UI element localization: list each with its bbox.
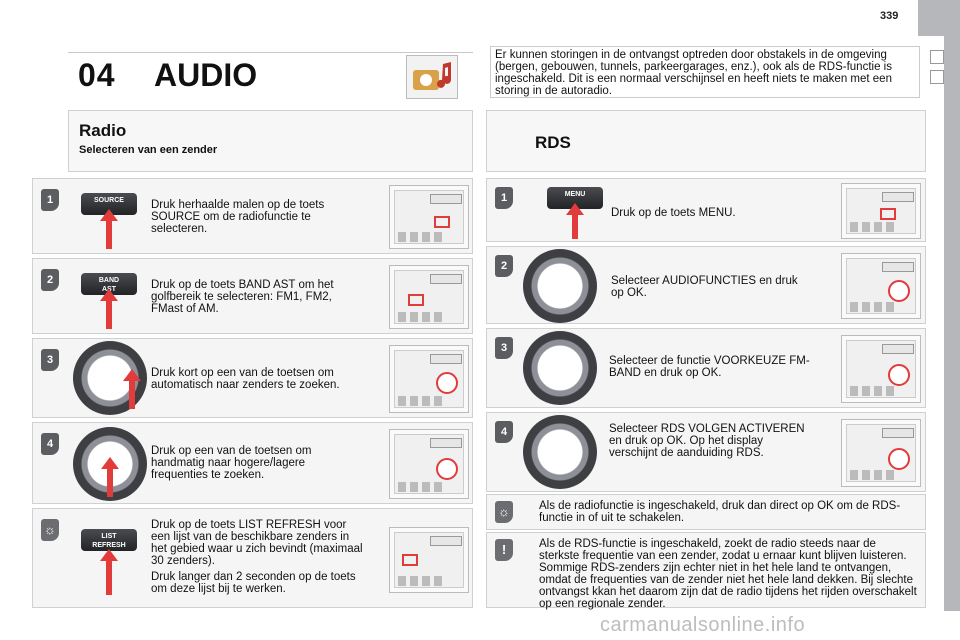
rds-step-4: [486, 412, 926, 492]
warning-exclamation-icon: !: [495, 539, 513, 561]
info-lightbulb-icon: ☼: [495, 501, 513, 523]
rds-step-2-text: Selecteer AUDIOFUNCTIES en druk op OK.: [611, 275, 798, 299]
press-arrow-icon: [106, 299, 112, 329]
rds-section-header: [486, 110, 926, 172]
press-arrow-icon: [572, 213, 578, 239]
navigation-dial-graphic: [523, 249, 597, 323]
radio-step-1-text: Druk herhaalde malen op de toets SOURCE om de radiofunctie te selecteren.: [151, 199, 325, 235]
rds-section-title: RDS: [535, 133, 571, 152]
menu-button-graphic: MENU: [547, 187, 603, 209]
audio-chapter-icon: [406, 55, 458, 99]
rds-tip-text: Als de radiofunctie is ingeschakeld, druk dan direct op OK om de RDS-functie in of uit te schakelen.: [539, 500, 901, 524]
step-badge: 2: [495, 255, 513, 277]
watermark-text: carmanualsonline.info: [600, 614, 806, 636]
page-tab: [918, 0, 960, 36]
rds-step-3-text: Selecteer de functie VOORKEUZE FM-BAND en druk op OK.: [609, 355, 810, 379]
page-number: 339: [880, 10, 899, 22]
rds-step-2: [486, 246, 926, 324]
corner-box-top: [930, 50, 944, 64]
radio-section-subtitle: Selecteren van een zender: [79, 144, 218, 156]
intro-paragraph: Er kunnen storingen in de ontvangst optreden door obstakels in de omgeving (bergen, gebouwen, tunnels, parkeergarages, enz.), ook als de RDS-functie is ingeschakeld. Dit is een normaal verschijnsel en heeft niets te maken met een storing in de autoradio.: [490, 46, 920, 98]
rds-step-1: [486, 178, 926, 242]
step-badge: 3: [495, 337, 513, 359]
navigation-dial-graphic: [523, 415, 597, 489]
rds-step-1-text: Druk op de toets MENU.: [611, 207, 736, 219]
rds-step-4-text: Selecteer RDS VOLGEN ACTIVEREN en druk op OK. Op het display verschijnt de aanduiding RDS.: [609, 423, 805, 459]
step-badge: 2: [41, 269, 59, 291]
radio-unit-thumbnail: [841, 253, 921, 319]
corner-box-bottom: [930, 70, 944, 84]
radio-section-title: Radio: [79, 121, 127, 140]
radio-unit-thumbnail: [389, 265, 469, 329]
step-badge: 4: [41, 433, 59, 455]
chapter-number: 04: [78, 57, 116, 93]
radio-step-4: [32, 422, 473, 504]
band-ast-button-graphic: BAND: [81, 273, 137, 295]
list-refresh-button-graphic: LIST REFRESH: [81, 529, 137, 551]
radio-unit-thumbnail: [389, 527, 469, 593]
chapter-title: AUDIO: [154, 57, 258, 93]
radio-list-refresh-text: Druk op de toets LIST REFRESH voor een lijst van de beschikbare zenders in het gebied waar u zich bevindt (maximaal 30 zenders). Druk langer dan 2 seconden op de toets om deze lijst bij te werken.: [151, 519, 363, 595]
rds-tip-note: [486, 494, 926, 530]
press-arrow-icon: [106, 559, 112, 595]
radio-step-4-text: Druk op een van de toetsen om handmatig naar hogere/lagere frequenties te zoeken.: [151, 445, 312, 481]
radio-step-2: [32, 258, 473, 334]
press-arrow-icon: [106, 219, 112, 249]
radio-step-3: [32, 338, 473, 418]
radio-unit-thumbnail: [841, 183, 921, 239]
radio-unit-thumbnail: [841, 419, 921, 487]
radio-step-1: [32, 178, 473, 254]
radio-unit-thumbnail: [841, 335, 921, 403]
press-arrow-icon: [107, 467, 113, 497]
radio-unit-thumbnail: [389, 345, 469, 413]
rds-warning-note: [486, 532, 926, 608]
step-badge: 1: [495, 187, 513, 209]
rds-step-3: [486, 328, 926, 408]
press-arrow-icon: [129, 379, 135, 409]
radio-unit-thumbnail: [389, 429, 469, 499]
radio-unit-thumbnail: [389, 185, 469, 249]
source-button-graphic: SOURCE: [81, 193, 137, 215]
step-badge: 1: [41, 189, 59, 211]
right-margin-stripe: [944, 36, 960, 611]
radio-list-refresh-info: [32, 508, 473, 608]
chapter-header: [68, 52, 473, 104]
info-lightbulb-icon: ☼: [41, 519, 59, 541]
step-badge: 4: [495, 421, 513, 443]
navigation-dial-graphic: [523, 331, 597, 405]
radio-step-2-text: Druk op de toets BAND AST om het golfbereik te selecteren: FM1, FM2, FMast of AM.: [151, 279, 334, 315]
radio-step-3-text: Druk kort op een van de toetsen om automatisch naar zenders te zoeken.: [151, 367, 340, 391]
rds-warning-text: Als de RDS-functie is ingeschakeld, zoekt de radio steeds naar de sterkste frequentie van een zender, zodat u ernaar kunt blijven luisteren. Sommige RDS-zenders zijn echter niet in het hele land te ontvangen, omdat de frequenties van de zender niet het hele land dekken. Bij slechte ontvangst kkan het daarom zijn dat de radio tijdens het rijden overschakelt op een regionale zender.: [539, 538, 917, 610]
radio-section-header: [68, 110, 473, 172]
step-badge: 3: [41, 349, 59, 371]
